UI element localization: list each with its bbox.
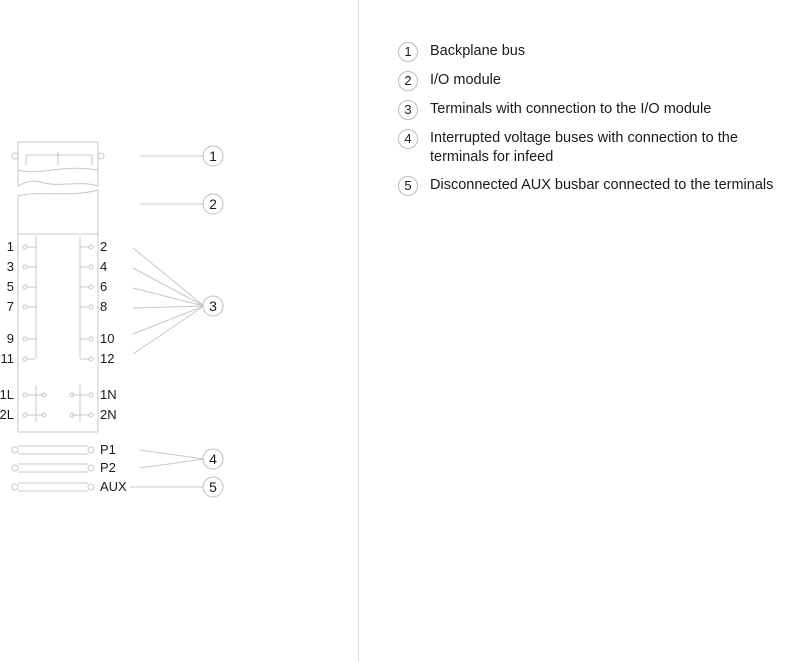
busbar-end xyxy=(88,484,94,490)
terminal-label-right: 6 xyxy=(100,279,108,294)
terminal-point xyxy=(23,337,27,341)
legend-number-badge: 4 xyxy=(398,129,418,149)
terminal-label-right: 4 xyxy=(100,259,108,274)
busbar-end xyxy=(88,465,94,471)
legend-label: Interrupted voltage buses with connection to the terminals for infeed xyxy=(430,130,738,165)
legend-item xyxy=(398,129,800,167)
callout-number: 4 xyxy=(209,451,217,467)
terminal-point xyxy=(89,245,93,249)
bus-label-left: 2L xyxy=(0,407,14,422)
terminal-point xyxy=(23,285,27,289)
callout-leaders xyxy=(130,156,204,487)
callout-number: 5 xyxy=(209,479,217,495)
leader-line xyxy=(140,450,204,459)
legend-number-badge: 3 xyxy=(398,100,418,120)
bus-point xyxy=(23,413,27,417)
bus-point xyxy=(23,393,27,397)
busbar-label: P1 xyxy=(100,442,116,457)
io-module xyxy=(18,190,98,234)
busbar-end xyxy=(12,465,18,471)
terminal-label-left: 7 xyxy=(6,299,14,314)
terminal-block-diagram xyxy=(0,0,360,662)
terminal-point xyxy=(23,357,27,361)
terminal-point xyxy=(89,305,93,309)
leader-line xyxy=(133,306,204,308)
bus-point xyxy=(89,413,93,417)
legend-label: I/O module xyxy=(430,72,501,88)
terminal-label-right: 12 xyxy=(100,351,115,366)
leader-line xyxy=(133,268,204,306)
terminal-label-left: 1 xyxy=(6,239,14,254)
legend-number-badge: 1 xyxy=(398,42,418,62)
callout-number: 1 xyxy=(209,148,217,164)
legend-item xyxy=(398,42,800,62)
terminal-label-right: 10 xyxy=(100,331,115,346)
terminal-point xyxy=(89,337,93,341)
legend-number-badge: 2 xyxy=(398,71,418,91)
busbar-label: P2 xyxy=(100,460,116,475)
divider-line xyxy=(358,0,359,662)
legend-label: Terminals with connection to the I/O module xyxy=(430,101,712,117)
terminal-label-right: 8 xyxy=(100,299,108,314)
bus-label-right: 2N xyxy=(100,407,117,422)
bus-point xyxy=(89,393,93,397)
terminal-marks xyxy=(23,245,93,361)
leader-line xyxy=(140,459,204,468)
terminal-point xyxy=(23,305,27,309)
callout-badges xyxy=(203,146,223,497)
voltage-bus-marks xyxy=(23,385,93,422)
terminal-label-left: 3 xyxy=(6,259,14,274)
terminal-label-right: 2 xyxy=(100,239,108,254)
legend-label: Backplane bus xyxy=(430,43,526,59)
legend-item xyxy=(398,100,800,120)
bus-label-left: 1L xyxy=(0,387,14,402)
backplane-bus xyxy=(12,142,104,186)
terminal-label-left: 11 xyxy=(0,351,14,366)
voltage-bus-labels xyxy=(0,387,117,422)
bottom-busbars xyxy=(12,442,127,494)
busbar-end xyxy=(12,447,18,453)
terminal-point xyxy=(89,357,93,361)
terminal-label-left: 5 xyxy=(6,279,14,294)
terminal-point xyxy=(89,285,93,289)
terminal-label-left: 9 xyxy=(6,331,14,346)
legend xyxy=(398,42,800,205)
callout-number: 3 xyxy=(209,298,217,314)
terminal-block-body xyxy=(18,234,98,432)
terminal-point xyxy=(23,245,27,249)
legend-number-badge: 5 xyxy=(398,176,418,196)
legend-item xyxy=(398,176,800,196)
terminal-point xyxy=(89,265,93,269)
terminal-point xyxy=(23,265,27,269)
busbar-label: AUX xyxy=(100,479,127,494)
callout-number: 2 xyxy=(209,196,217,212)
legend-item xyxy=(398,71,800,91)
busbar-end xyxy=(88,447,94,453)
busbar-end xyxy=(12,484,18,490)
legend-label: Disconnected AUX busbar connected to the terminals xyxy=(430,177,774,193)
bus-label-right: 1N xyxy=(100,387,117,402)
